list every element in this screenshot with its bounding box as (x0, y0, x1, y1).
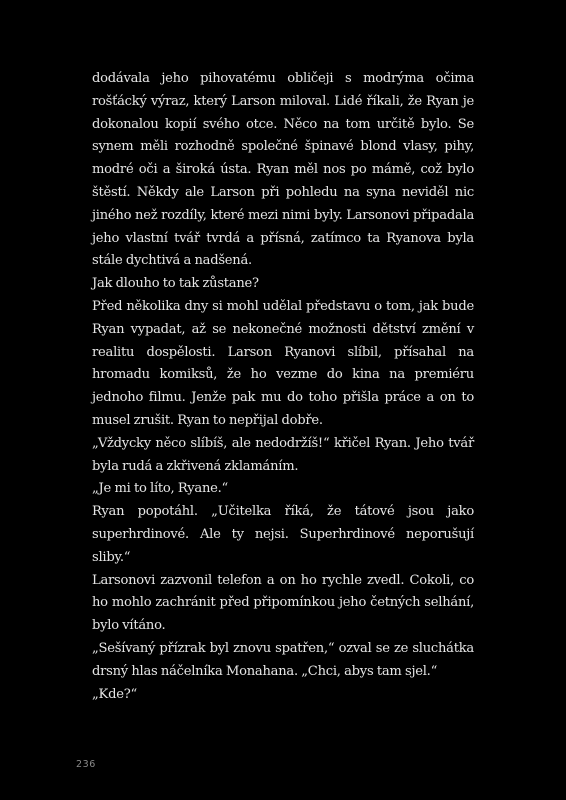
paragraph-7: Larsonovi zazvonil telefon a on ho rychle zvedl. Cokoli, co ho mohlo zachránit před připomínkou jeho četných selhání, bylo vítáno. (92, 572, 474, 634)
paragraph-6: Ryan popotáhl. „Učitelka říká, že tátové jsou jako superhrdinové. Ale ty nejsi. Superhrdinové neporušují sliby.“ (92, 504, 474, 565)
paragraph-4: „Vždycky něco slíbíš, ale nedodržíš!“ křičel Ryan. Jeho tvář byla rudá a zkřivená zklamáním. (92, 435, 474, 474)
page-number: 236 (76, 759, 96, 770)
paragraph-5: „Je mi to líto, Ryane.“ (92, 481, 228, 497)
page-body-text (92, 68, 474, 706)
paragraph-9: „Kde?“ (92, 686, 137, 702)
paragraph-3: Před několika dny si mohl udělal představu o tom, jak bude Ryan vypadat, až se nekonečné možnosti dětství změní v realitu dospělosti. Larson Ryanovi slíbil, přísahal na hromadu komiksů, že ho vezme do kina na premiéru jednoho filmu. Jenže pak mu do toho přišla práce a on to musel zrušit. Ryan to nepřijal dobře. (92, 298, 474, 428)
paragraph-8: „Sešívaný přízrak byl znovu spatřen,“ ozval se ze sluchátka drsný hlas náčelníka Monahana. „Chci, abys tam sjel.“ (92, 640, 474, 679)
paragraph-1: dodávala jeho pihovatému obličeji s modrýma očima rošťácký výraz, který Larson miloval. Lidé říkali, že Ryan je dokonalou kopií svého otce. Něco na tom určitě bylo. Se synem měli rozhodně společné špinavé blond vlasy, pihy, modré oči a široká ústa. Ryan měl nos po mámě, což bylo štěstí. Někdy ale Larson při pohledu na syna neviděl nic jiného než rozdíly, které mezi nimi byly. Larsonovi připadala jeho vlastní tvář tvrdá a přísná, zatímco ta Ryanova byla stále dychtivá a nadšená. (92, 71, 474, 269)
paragraph-2: Jak dlouho to tak zůstane? (92, 276, 259, 292)
